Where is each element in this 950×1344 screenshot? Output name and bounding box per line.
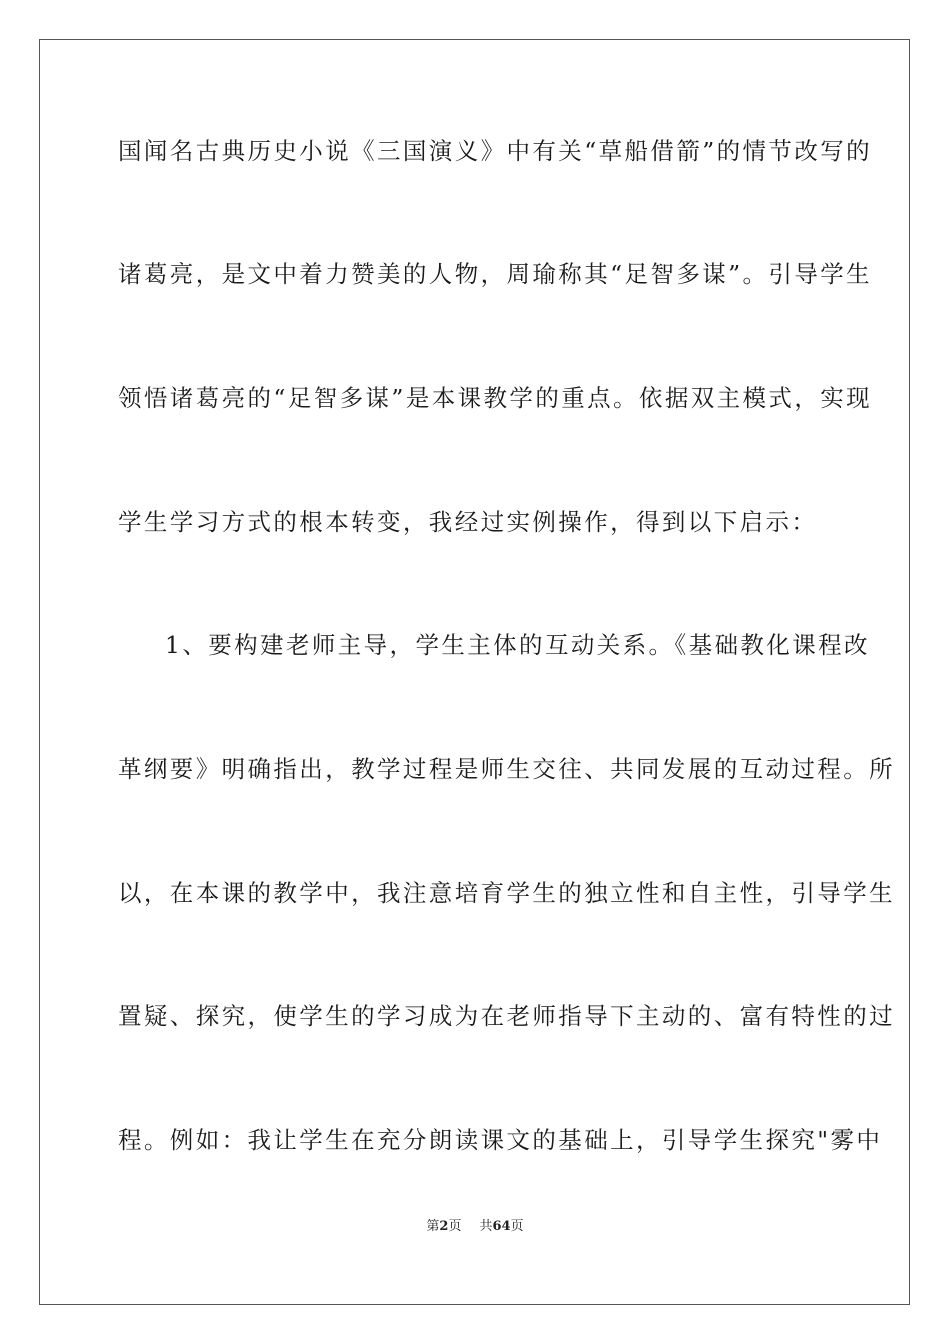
- text-line-7: 以，在本课的教学中，我注意培育学生的独立性和自主性，引导学生: [118, 879, 895, 907]
- text-line-5: 1、要构建老师主导，学生主体的互动关系。《基础教化课程改: [165, 631, 870, 659]
- text-line-9: 程。例如：我让学生在充分朗读课文的基础上，引导学生探究"雾中: [118, 1126, 883, 1154]
- text-line-2: 诸葛亮，是文中着力赞美的人物，周瑜称其“足智多谋”。引导学生: [118, 260, 873, 288]
- text-line-3: 领悟诸葛亮的“足智多谋”是本课教学的重点。依据双主模式，实现: [118, 384, 873, 412]
- text-line-6: 革纲要》明确指出，教学过程是师生交往、共同发展的互动过程。所: [118, 755, 895, 783]
- footer-total-pages: 64: [492, 1219, 511, 1234]
- text-line-4: 学生学习方式的根本转变，我经过实例操作，得到以下启示：: [118, 508, 818, 536]
- footer-total-prefix: 共: [479, 1219, 493, 1234]
- footer-page-suffix: 页: [448, 1219, 462, 1234]
- text-line-8: 置疑、探究，使学生的学习成为在老师指导下主动的、富有特性的过: [118, 1002, 895, 1030]
- footer-page-prefix: 第: [426, 1219, 440, 1234]
- footer-page-number: 2: [439, 1219, 449, 1234]
- text-line-1: 国闻名古典历史小说《三国演义》中有关“草船借箭”的情节改写的: [118, 137, 873, 165]
- page-border: [39, 39, 910, 1305]
- page-footer: [0, 1218, 950, 1236]
- footer-total-suffix: 页: [510, 1219, 524, 1234]
